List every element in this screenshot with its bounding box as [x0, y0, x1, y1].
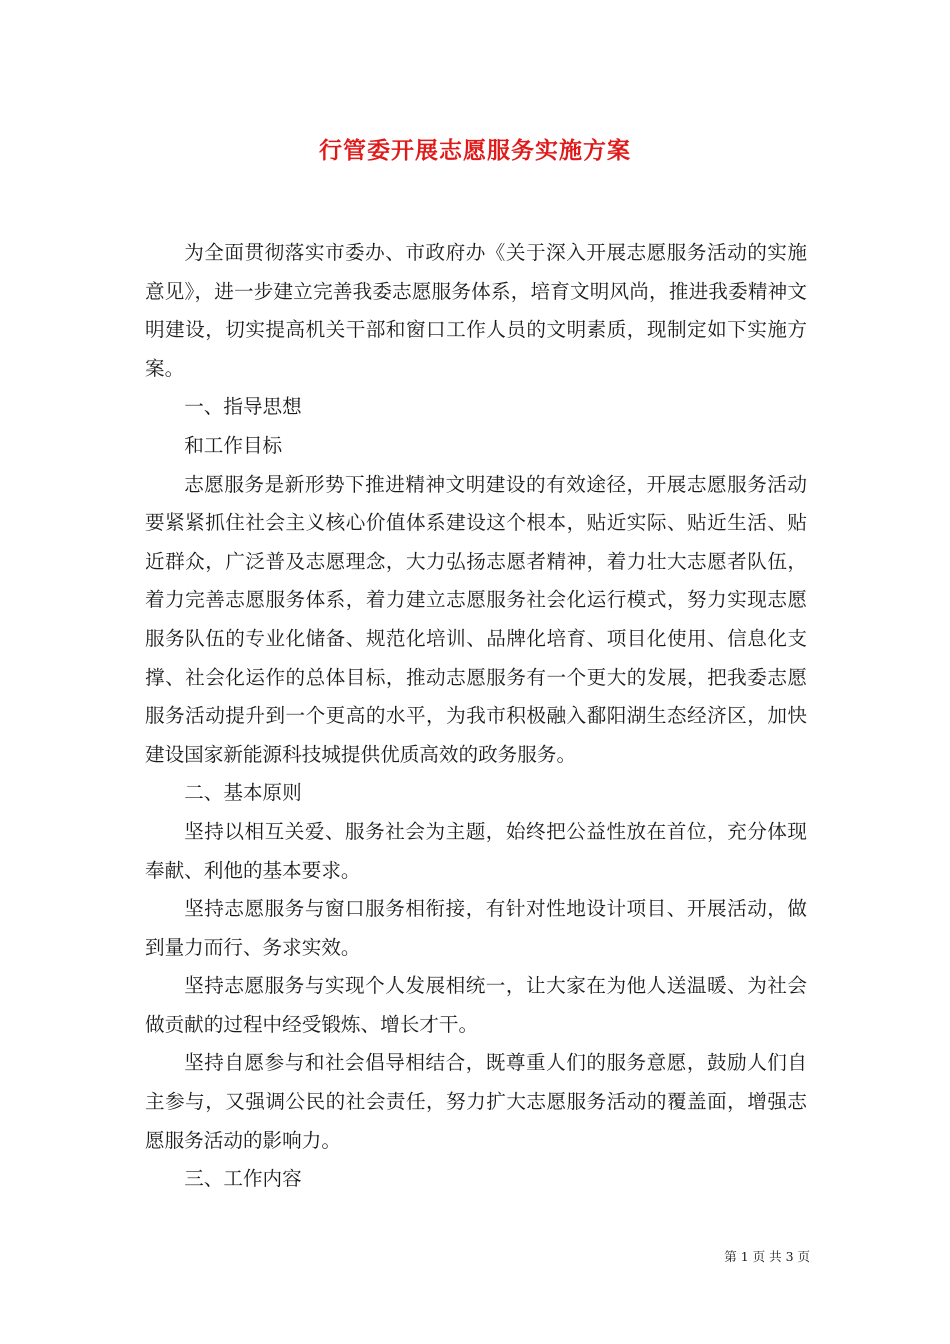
principle-paragraph-4: 坚持自愿参与和社会倡导相结合，既尊重人们的服务意愿，鼓励人们自主参与，又强调公民的社会责任，努力扩大志愿服务活动的覆盖面，增强志愿服务活动的影响力。	[145, 1051, 807, 1152]
principle-paragraph-1: 坚持以相互关爱、服务社会为主题，始终把公益性放在首位，充分体现奉献、利他的基本要求。	[145, 819, 807, 882]
section-heading-1: 一、指导思想	[184, 395, 302, 419]
page-number-footer: 第 1 页 共 3 页	[724, 1249, 810, 1264]
principle-paragraph-3: 坚持志愿服务与实现个人发展相统一，让大家在为他人送温暖、为社会做贡献的过程中经受锻炼、增长才干。	[145, 974, 807, 1036]
section-heading-3: 三、工作内容	[184, 1167, 302, 1191]
principle-paragraph-2: 坚持志愿服务与窗口服务相衔接，有针对性地设计项目、开展活动，做到量力而行、务求实效。	[145, 897, 807, 959]
section-heading-2: 二、基本原则	[184, 781, 302, 805]
intro-paragraph: 为全面贯彻落实市委办、市政府办《关于深入开展志愿服务活动的实施意见》，进一步建立完善我委志愿服务体系，培育文明风尚，推进我委精神文明建设，切实提高机关干部和窗口工作人员的文明素质，现制定如下实施方案。	[145, 241, 807, 380]
document-title: 行管委开展志愿服务实施方案	[319, 138, 631, 164]
document-body	[145, 234, 807, 1199]
guiding-ideology-paragraph: 志愿服务是新形势下推进精神文明建设的有效途径，开展志愿服务活动要紧紧抓住社会主义核心价值体系建设这个根本，贴近实际、贴近生活、贴近群众，广泛普及志愿理念，大力弘扬志愿者精神，着力壮大志愿者队伍，着力完善志愿服务体系，着力建立志愿服务社会化运行模式，努力实现志愿服务队伍的专业化储备、规范化培训、品牌化培育、项目化使用、信息化支撑、社会化运作的总体目标，推动志愿服务有一个更大的发展，把我委志愿服务活动提升到一个更高的水平，为我市积极融入鄱阳湖生态经济区，加快建设国家新能源科技城提供优质高效的政务服务。	[145, 472, 807, 766]
section-heading-1-continued: 和工作目标	[184, 433, 283, 457]
